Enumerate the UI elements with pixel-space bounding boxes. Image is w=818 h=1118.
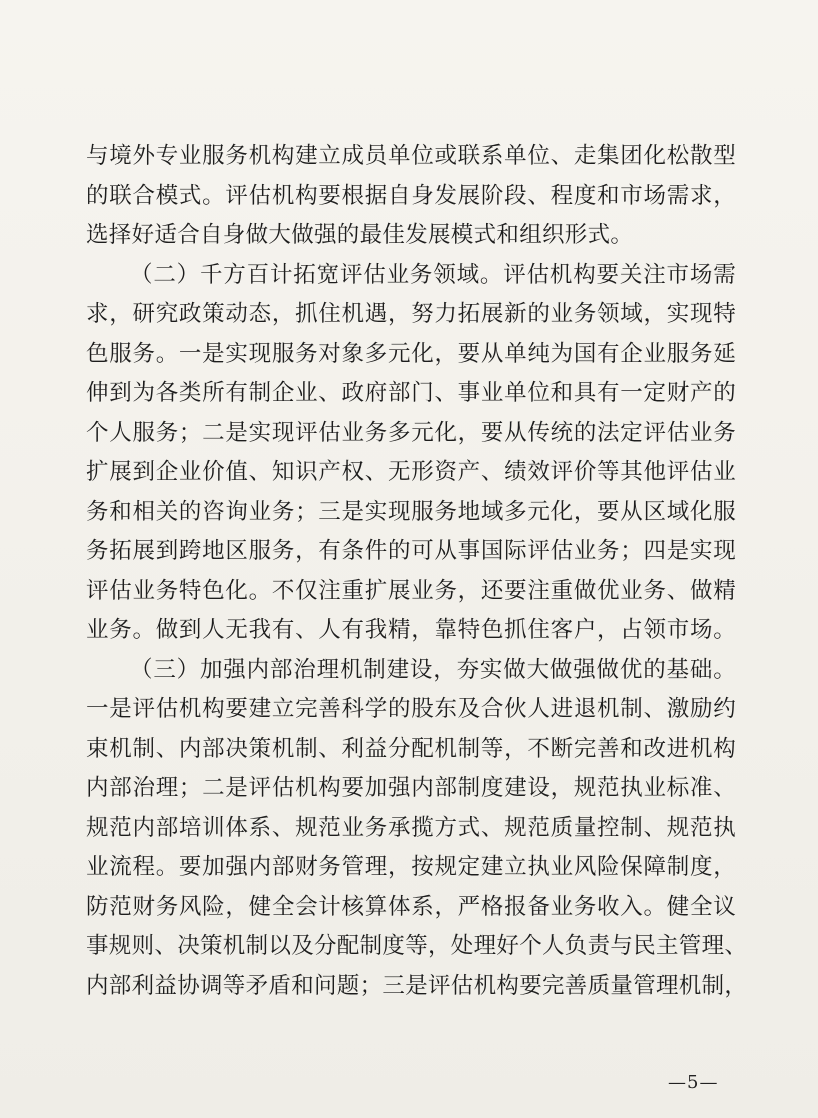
text-line-11: 务拓展到跨地区服务，有条件的可从事国际评估业务；四是实现 <box>86 538 736 564</box>
text-line-22: 内部利益协调等矛盾和问题；三是评估机构要完善质量管理机制， <box>86 972 748 999</box>
text-line-7: 伸到为各类所有制企业、政府部门、事业单位和具有一定财产的 <box>86 380 736 406</box>
text-line-17: 内部治理；二是评估机构要加强内部制度建设，规范执业标准、 <box>86 775 736 801</box>
text-line-12: 评估业务特色化。不仅注重扩展业务，还要注重做优业务、做精 <box>86 577 736 604</box>
text-line-13: 业务。做到人无我有、人有我精，靠特色抓住客户，占领市场。 <box>86 617 736 643</box>
text-line-6: 色服务。一是实现服务对象多元化，要从单纯为国有企业服务延 <box>86 340 736 367</box>
page-number: —5— <box>668 1072 719 1093</box>
text-line-20: 防范财务风险，健全会计核算体系，严格报备业务收入。健全议 <box>86 893 736 920</box>
text-line-3: 选择好适合自身做大做强的最佳发展模式和组织形式。 <box>86 222 634 248</box>
text-line-8: 个人服务；二是实现评估业务多元化，要从传统的法定评估业务 <box>86 419 736 446</box>
text-line-2: 的联合模式。评估机构要根据自身发展阶段、程度和市场需求， <box>86 182 736 209</box>
text-line-5: 求，研究政策动态，抓住机遇，努力拓展新的业务领域，实现特 <box>86 301 736 327</box>
body-text <box>86 137 748 1006</box>
text-line-4: （二）千方百计拓宽评估业务领域。评估机构要关注市场需 <box>130 261 736 288</box>
text-line-10: 务和相关的咨询业务；三是实现服务地域多元化，要从区域化服 <box>86 498 736 525</box>
text-line-9: 扩展到企业价值、知识产权、无形资产、绩效评价等其他评估业 <box>86 459 736 485</box>
text-line-1: 与境外专业服务机构建立成员单位或联系单位、走集团化松散型 <box>86 143 736 169</box>
text-line-15: 一是评估机构要建立完善科学的股东及合伙人进退机制、激励约 <box>86 696 736 722</box>
text-line-14: （三）加强内部治理机制建设，夯实做大做强做优的基础。 <box>130 656 736 683</box>
text-line-16: 束机制、内部决策机制、利益分配机制等，不断完善和改进机构 <box>86 735 736 762</box>
text-line-19: 业流程。要加强内部财务管理，按规定建立执业风险保障制度， <box>86 854 736 880</box>
text-line-18: 规范内部培训体系、规范业务承揽方式、规范质量控制、规范执 <box>86 814 736 841</box>
text-line-21: 事规则、决策机制以及分配制度等，处理好个人负责与民主管理、 <box>86 933 748 959</box>
